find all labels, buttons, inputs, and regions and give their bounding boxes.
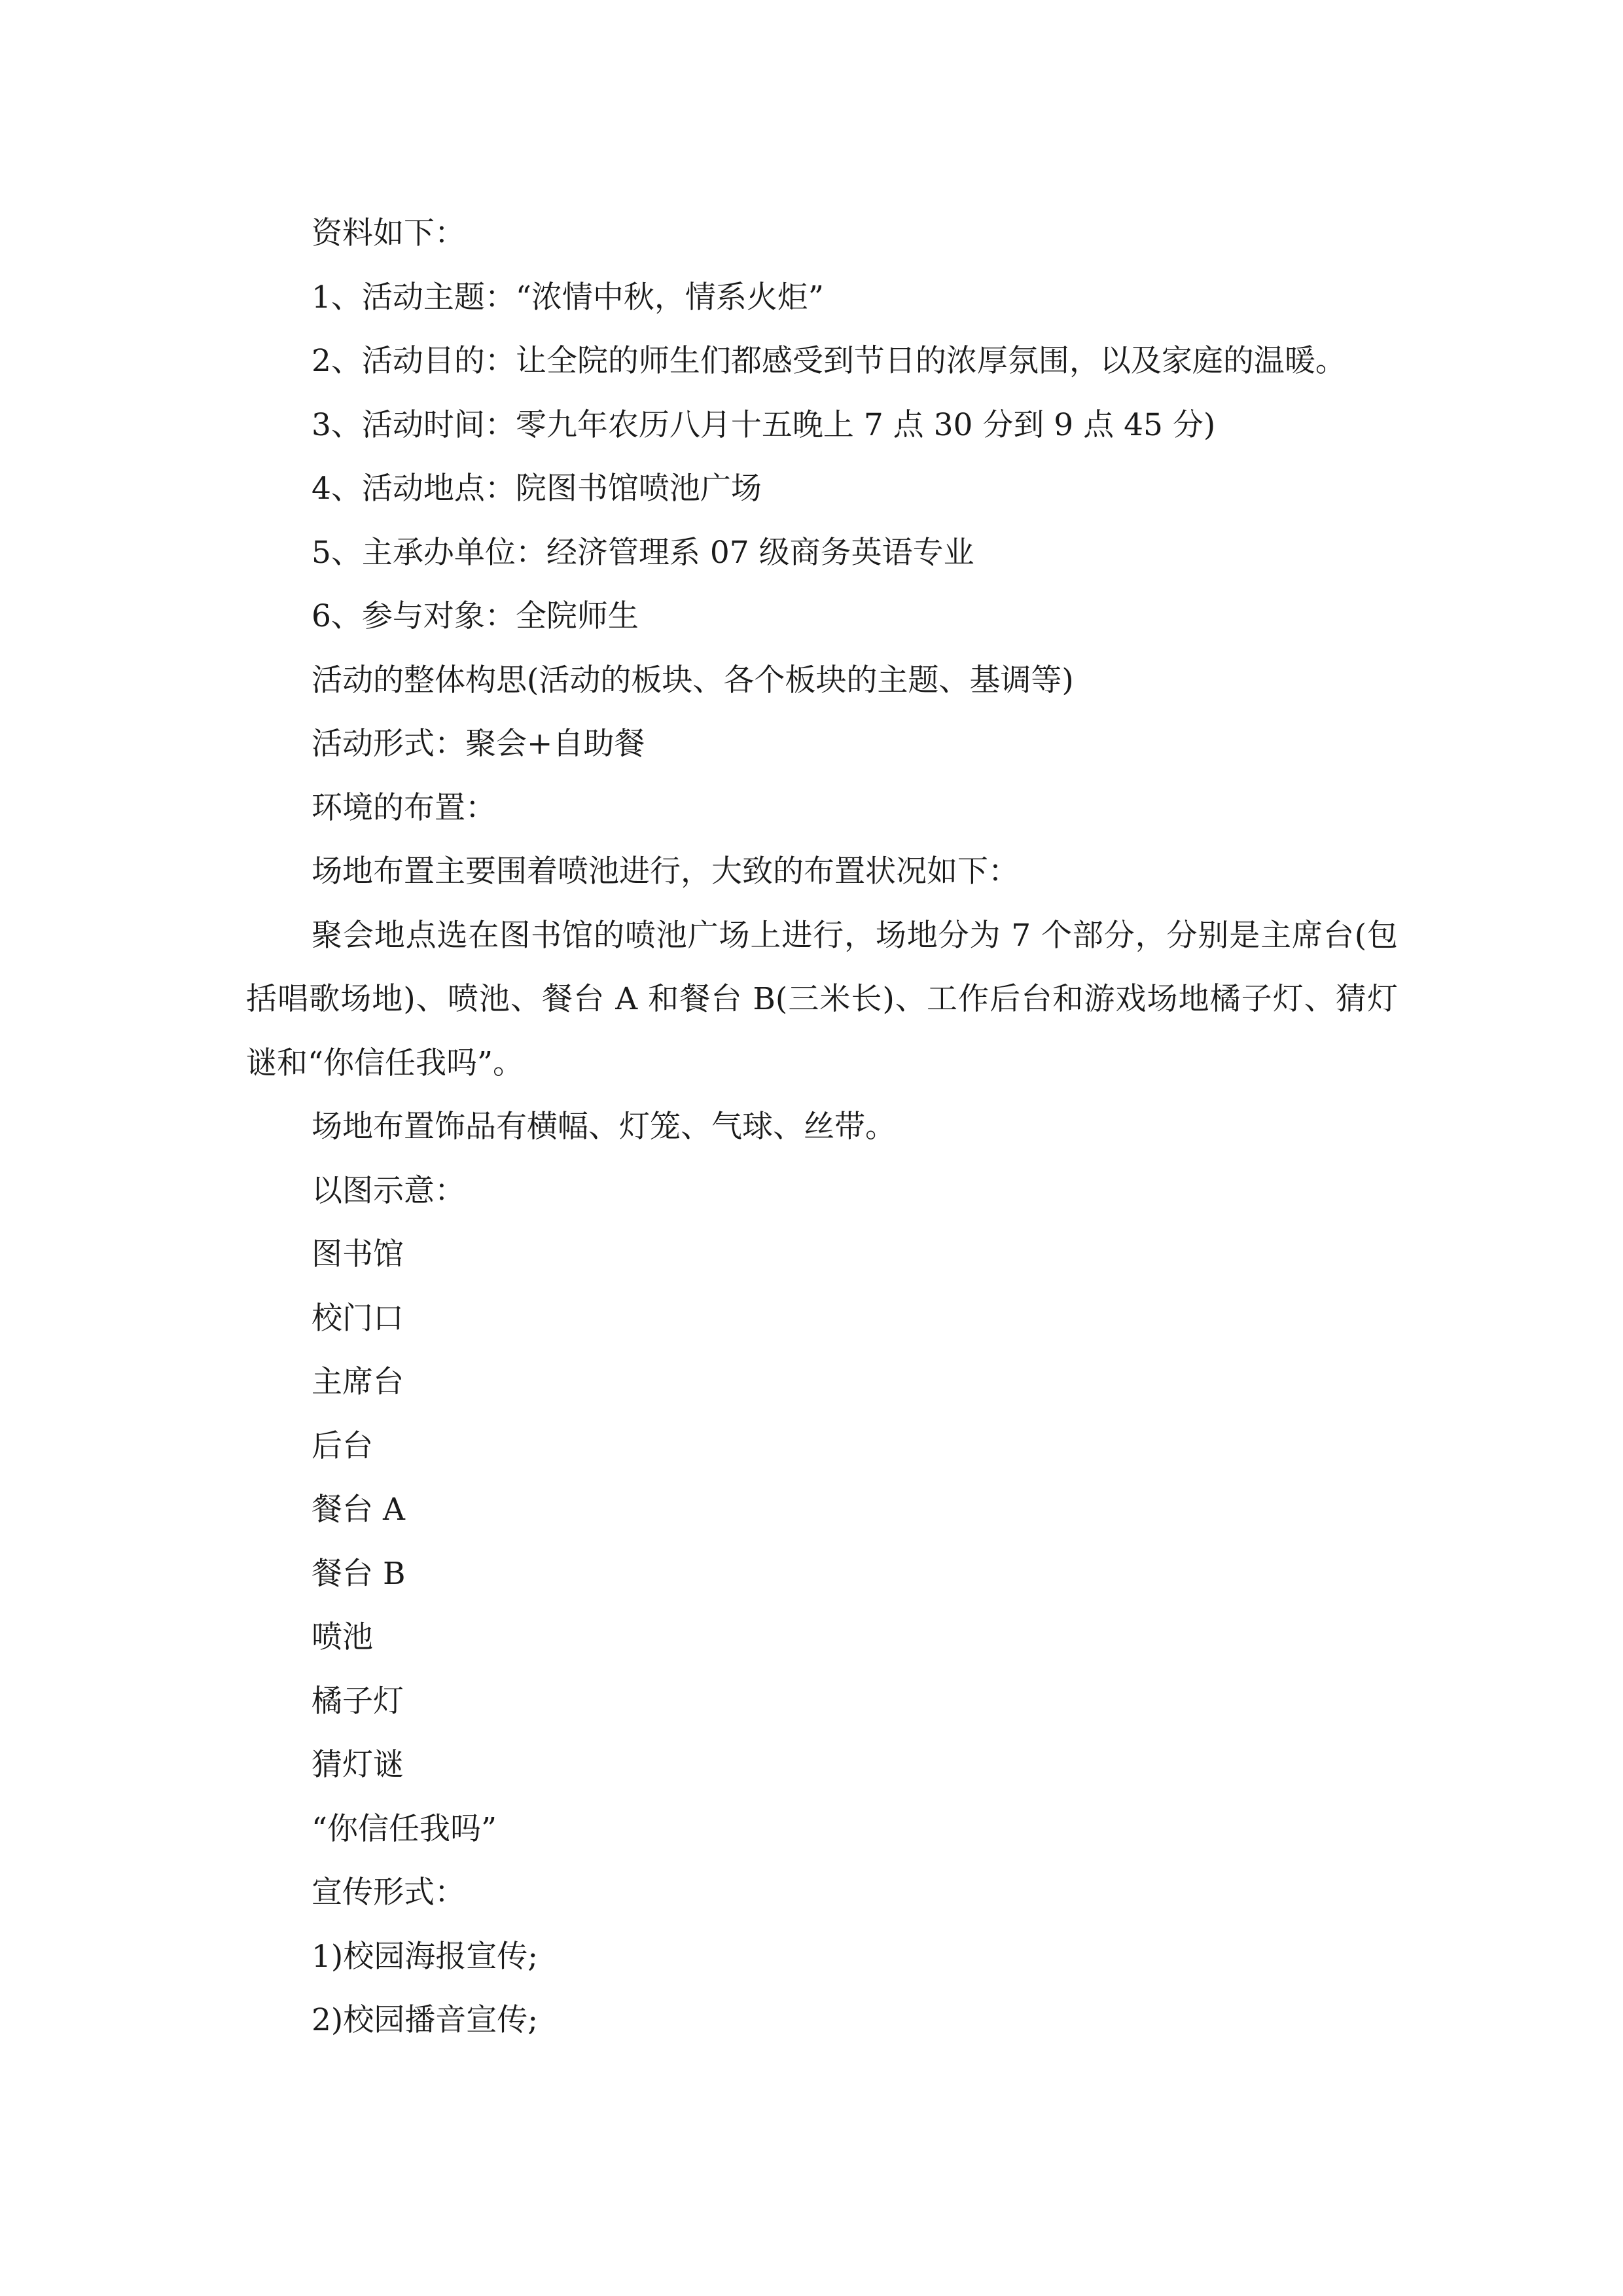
text-line: 餐台 B: [312, 1555, 406, 1592]
text-line: 场地布置主要围着喷池进行，大致的布置状况如下：: [312, 853, 1019, 889]
text-line: 4、活动地点：院图书馆喷池广场: [312, 471, 762, 507]
text-line: 活动的整体构思(活动的板块、各个板块的主题、基调等): [312, 662, 1074, 698]
text-line: 猜灯谜: [312, 1747, 404, 1783]
text-line: 活动形式：聚会+自助餐: [312, 726, 645, 762]
text-line: 2、活动目的：让全院的师生们都感受到节日的浓厚氛围，以及家庭的温暖。: [312, 343, 1346, 379]
text-line: 主席台: [312, 1364, 404, 1400]
document-body: [246, 202, 1398, 2053]
text-line: 资料如下：: [312, 215, 465, 251]
text-line: 1、活动主题：“浓情中秋，情系火炬”: [312, 279, 824, 315]
text-line: 宣传形式：: [312, 1874, 465, 1910]
text-line: 场地布置饰品有横幅、灯笼、气球、丝带。: [312, 1109, 896, 1145]
text-paragraph: 聚会地点选在图书馆的喷池广场上进行，场地分为 7 个部分，分别是主席台(包括唱歌场地)、喷池、餐台 A 和餐台 B(三米长)、工作后台和游戏场地橘子灯、猜灯谜和“你信任我吗”。: [246, 917, 1398, 1081]
text-line: 校门口: [312, 1300, 404, 1336]
text-line: 图书馆: [312, 1236, 404, 1272]
text-line: 5、主承办单位：经济管理系 07 级商务英语专业: [312, 534, 974, 571]
text-line: 环境的布置：: [312, 789, 496, 826]
text-line: 喷池: [312, 1619, 373, 1655]
text-line: 6、参与对象：全院师生: [312, 598, 639, 634]
text-line: 橘子灯: [312, 1683, 404, 1719]
text-line: “你信任我吗”: [312, 1810, 497, 1847]
text-line: 1)校园海报宣传;: [312, 1938, 539, 1975]
text-line: 3、活动时间：零九年农历八月十五晚上 7 点 30 分到 9 点 45 分): [312, 406, 1216, 443]
text-line: 2)校园播音宣传;: [312, 2002, 539, 2038]
text-line: 后台: [312, 1427, 373, 1464]
text-line: 餐台 A: [312, 1492, 405, 1528]
text-line: 以图示意：: [312, 1172, 465, 1209]
